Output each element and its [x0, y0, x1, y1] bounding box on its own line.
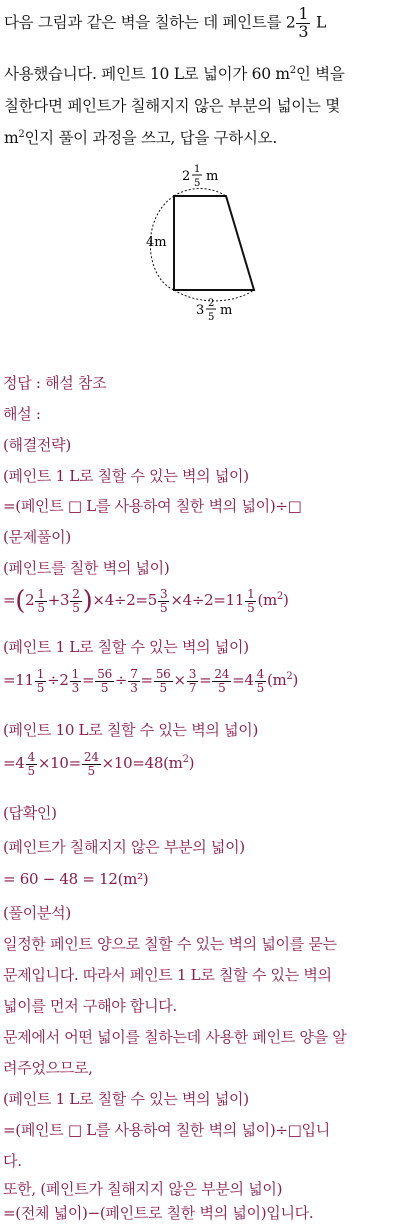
per1-head: (페인트 1 L로 칠할 수 있는 벽의 넓이) [3, 638, 249, 656]
question-line-4: $m^2$인지 풀이 과정을 쓰고, 답을 구하시오. [4, 128, 277, 147]
paint-fraction: $\frac{1}{3}$ [298, 4, 309, 41]
strategy-head: (해결전략) [3, 436, 71, 454]
strategy-line-1: (페인트 1 L로 칠할 수 있는 벽의 넓이) [3, 467, 249, 485]
analysis-line-6: (페인트 1 L로 칠할 수 있는 벽의 넓이) [3, 1090, 249, 1108]
analysis-line-2: 문제입니다. 따라서 페인트 1 L로 칠할 수 있는 벽의 [3, 966, 332, 984]
question-line-1 [4, 6, 396, 41]
wall-outline [174, 196, 254, 290]
question-text-1: 다음 그림과 같은 벽을 칠하는 데 페인트를 2 [4, 13, 296, 32]
analysis-line-7: =(페인트 □ L를 사용하여 칠한 벽의 넓이)÷□입니 [3, 1121, 330, 1139]
bottom-den: 5 [208, 312, 215, 323]
strategy-line-2: =(페인트 □ L를 사용하여 칠한 벽의 넓이)÷□ [3, 497, 302, 515]
bottom-num: 2 [208, 298, 215, 309]
wall-figure [140, 158, 270, 328]
analysis-line-4: 문제에서 어떤 넓이를 칠하는데 사용한 페인트 양을 알 [3, 1028, 347, 1046]
area-head: (페인트를 칠한 벽의 넓이) [3, 559, 170, 577]
explain-label: 해설 : [3, 405, 41, 423]
top-unit: m [206, 169, 219, 184]
question-line-2: 사용했습니다. 페인트 10 L로 넓이가 60 $m^2$인 벽을 [4, 64, 345, 83]
analysis-line-5: 려주었으므로, [3, 1059, 93, 1077]
area-equation: =(2 $\frac{1}{5}$ +3 $\frac{2}{5}$ )×4÷2=5 $\frac{3}{5}$ ×4÷2=11 $\frac{1}{5}$ $(m^2)$ [3, 586, 289, 616]
analysis-line-8: 다. [3, 1152, 22, 1170]
unpainted-arc-top [174, 189, 226, 197]
top-den: 5 [194, 178, 201, 189]
per10-head: (페인트 10 L로 칠할 수 있는 벽의 넓이) [3, 721, 258, 739]
analysis-line-1: 일정한 페인트 양으로 칠할 수 있는 벽의 넓이를 묻는 [3, 935, 337, 953]
analysis-head: (풀이분석) [3, 904, 71, 922]
analysis-line-9: 또한, (페인트가 칠해지지 않은 부분의 넓이) [3, 1180, 283, 1198]
answer-line: 정답 : 해설 참조 [3, 374, 107, 392]
unpainted-head: (페인트가 칠해지지 않은 부분의 넓이) [3, 838, 245, 856]
per10-equation: =4 $\frac{4}{5}$ ×10= $\frac{24}{5}$ $\times 10=48(m^2)$ [3, 750, 195, 778]
bottom-whole: 3 [196, 303, 205, 318]
per1-equation: =11 $\frac{1}{5}$ ÷2 $\frac{1}{3}$ = $\frac{56}{5}$ ÷ $\frac{7}{3}$ = $\frac{56}{5}$ × $\frac{3}{7}$ = $\frac{24}{5}$ =4 $\frac{4}{5}$ $(m^2)$ [3, 667, 299, 695]
question-line-3: 칠한다면 페인트가 칠해지지 않은 부분의 넓이는 몇 [4, 97, 340, 115]
top-whole: 2 [182, 169, 191, 184]
analysis-line-10: =(전체 넓이)−(페인트로 칠한 벽의 넓이)입니다. [3, 1204, 314, 1222]
top-num: 1 [194, 164, 201, 175]
paint-unit: L [315, 13, 326, 32]
unpainted-equation: = 60 − 48 = 12(m²) [3, 870, 149, 888]
analysis-line-3: 넓이를 먼저 구해야 합니다. [3, 997, 177, 1015]
left-label: 4m [146, 235, 167, 250]
solve-head: (문제풀이) [3, 528, 71, 546]
bottom-unit: m [220, 303, 233, 318]
check-head: (답확인) [3, 804, 57, 822]
